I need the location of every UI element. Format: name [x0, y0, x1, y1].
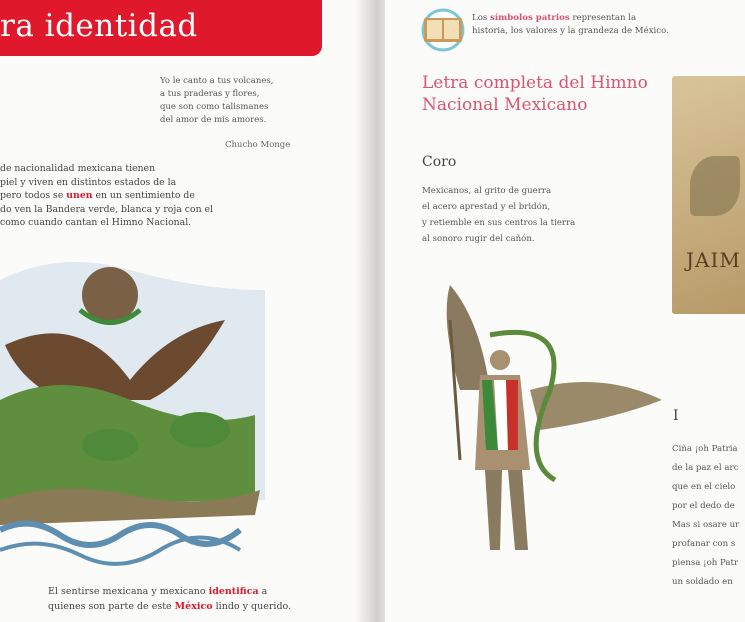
text: pero todos se	[0, 190, 67, 201]
line	[472, 12, 669, 25]
line	[0, 216, 213, 230]
title-line: Letra completa del Himno	[422, 73, 648, 93]
verse-line: Ciña ¡oh Patria	[672, 444, 738, 454]
section-header: ra identidad	[0, 0, 322, 56]
title-line: Nacional Mexicano	[422, 95, 588, 115]
verse-line: que en el cielo	[672, 482, 736, 492]
poem-line: a tus praderas y flores,	[160, 89, 260, 99]
bird-illustration	[690, 156, 740, 216]
chorus-heading: Coro	[422, 154, 457, 170]
verse-line: al sonoro rugir del cañón.	[422, 234, 535, 244]
anthem-poster-image	[672, 76, 745, 314]
text: do ven la Bandera verde, blanca y roja con el	[0, 203, 214, 215]
verse-line: el acero aprestad y el bridón,	[422, 202, 551, 212]
chorus-text	[422, 183, 575, 247]
verse-line: piensa ¡oh Patr	[672, 558, 739, 568]
verse-line: por el dedo de	[672, 501, 735, 511]
eagle-cactus-illustration	[0, 250, 265, 575]
highlight: identifica	[208, 586, 259, 597]
verse-line: de la paz el arc	[672, 463, 739, 473]
line	[0, 189, 213, 203]
intro-text	[472, 12, 669, 38]
stanza-heading: I	[673, 408, 679, 424]
verse-line: Mas si osare ur	[672, 520, 740, 530]
text: Los	[472, 13, 491, 23]
text: a	[258, 586, 268, 597]
text: El sentirse mexicana y mexicano	[48, 586, 209, 597]
text: representan la	[569, 13, 637, 23]
verse-line: y retiemble en sus centros la tierra	[422, 218, 576, 228]
anthem-title	[422, 72, 648, 116]
line	[0, 203, 213, 217]
verse-line: Mexicanos, al grito de guerra	[422, 186, 552, 196]
highlight: símbolos patrios	[490, 13, 570, 23]
poster-text: JAIM	[686, 248, 741, 272]
highlight: México	[174, 601, 213, 612]
highlight: unen	[66, 190, 93, 201]
stanza-text	[672, 440, 745, 592]
line	[48, 584, 291, 599]
angel-illustration	[420, 280, 665, 570]
text: piel y viven en distintos estados de la	[0, 176, 177, 188]
line: historia, los valores y la grandeza de México.	[472, 26, 669, 36]
text: en un sentimiento de	[92, 190, 195, 201]
line	[48, 599, 291, 614]
poem-author: Chucho Monge	[225, 140, 291, 150]
text: lindo y querido.	[212, 601, 292, 612]
verse-line: un soldado en	[672, 577, 733, 587]
book-icon	[420, 8, 466, 52]
poem-line: del amor de mis amores.	[160, 115, 267, 125]
line	[0, 176, 213, 190]
line	[0, 162, 213, 176]
text: quienes son parte de este	[48, 601, 175, 612]
left-page	[0, 0, 362, 622]
poem-line: Yo le canto a tus volcanes,	[160, 76, 274, 86]
poem-line: que son como talismanes	[160, 102, 269, 112]
text: de nacionalidad mexicana tienen	[0, 163, 156, 174]
paragraph	[0, 162, 213, 230]
verse-line: profanar con s	[672, 539, 736, 549]
poem	[160, 75, 273, 127]
closing-text	[48, 584, 291, 614]
text: como cuando cantan el Himno Nacional.	[0, 217, 192, 228]
